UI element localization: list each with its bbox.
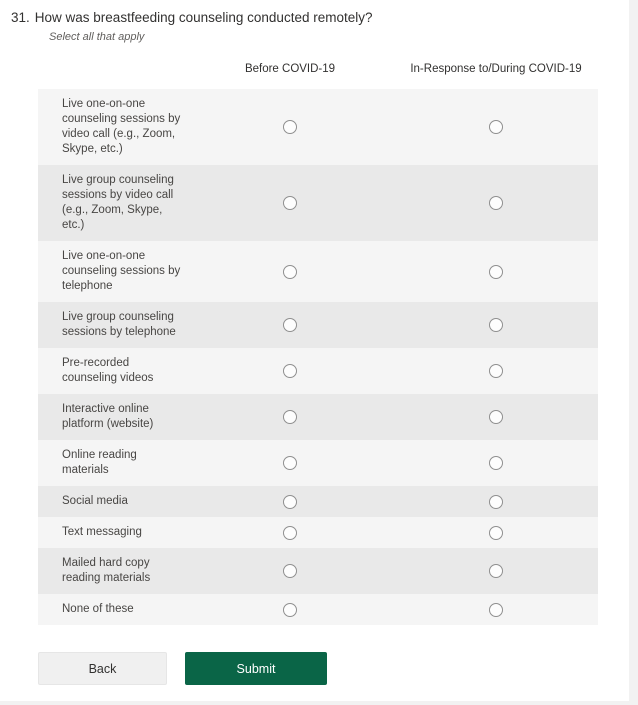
row-label-line: Social media: [62, 495, 128, 507]
row-label-line: sessions by telephone: [62, 326, 176, 338]
row-label: [38, 302, 186, 348]
row-label-line: Interactive online: [62, 403, 149, 415]
radio-during-covid[interactable]: [489, 196, 503, 210]
row-label-line: Text messaging: [62, 526, 142, 538]
radio-before-covid[interactable]: [283, 410, 297, 424]
row-label: [38, 241, 186, 302]
radio-before-covid[interactable]: [283, 603, 297, 617]
row-label: [38, 440, 186, 486]
radio-during-covid[interactable]: [489, 410, 503, 424]
radio-before-covid[interactable]: [283, 456, 297, 470]
row-label-line: platform (website): [62, 418, 154, 430]
radio-before-covid-cell[interactable]: [186, 394, 394, 440]
radio-before-covid-cell[interactable]: [186, 241, 394, 302]
radio-during-covid[interactable]: [489, 364, 503, 378]
row-label-line: materials: [62, 464, 109, 476]
table-row: [38, 241, 598, 302]
row-label-line: Live group counseling: [62, 311, 174, 323]
submit-button[interactable]: Submit: [185, 652, 327, 685]
table-row: [38, 517, 598, 548]
row-label-line: Live one-on-one: [62, 98, 146, 110]
radio-before-covid[interactable]: [283, 364, 297, 378]
radio-before-covid[interactable]: [283, 526, 297, 540]
radio-before-covid[interactable]: [283, 265, 297, 279]
row-label-line: counseling videos: [62, 372, 154, 384]
table-row: [38, 348, 598, 394]
table-row: [38, 548, 598, 594]
row-label-line: (e.g., Zoom, Skype, etc.): [62, 204, 163, 231]
row-label: [38, 594, 186, 625]
table-row: [38, 440, 598, 486]
row-label-line: telephone: [62, 280, 113, 292]
radio-during-covid-cell[interactable]: [394, 517, 598, 548]
radio-before-covid-cell[interactable]: [186, 348, 394, 394]
radio-before-covid-cell[interactable]: [186, 165, 394, 241]
row-label: [38, 89, 186, 165]
row-label: [38, 165, 186, 241]
radio-during-covid-cell[interactable]: [394, 89, 598, 165]
radio-before-covid[interactable]: [283, 564, 297, 578]
radio-before-covid-cell[interactable]: [186, 548, 394, 594]
table-header-row: [38, 63, 598, 75]
radio-during-covid[interactable]: [489, 120, 503, 134]
column-header-before-covid: Before COVID-19: [244, 63, 336, 75]
radio-during-covid-cell[interactable]: [394, 486, 598, 517]
radio-during-covid-cell[interactable]: [394, 302, 598, 348]
radio-before-covid[interactable]: [283, 120, 297, 134]
row-label-line: Mailed hard copy: [62, 557, 150, 569]
radio-before-covid[interactable]: [283, 495, 297, 509]
radio-before-covid-cell[interactable]: [186, 517, 394, 548]
table-row: [38, 486, 598, 517]
radio-before-covid-cell[interactable]: [186, 89, 394, 165]
row-label-line: Pre-recorded: [62, 357, 130, 369]
row-label: [38, 548, 186, 594]
row-label: [38, 517, 186, 548]
table-row: [38, 394, 598, 440]
row-label: [38, 486, 186, 517]
row-label: [38, 394, 186, 440]
radio-before-covid-cell[interactable]: [186, 302, 394, 348]
table-row: [38, 89, 598, 165]
row-label-line: Live group counseling: [62, 174, 174, 186]
radio-during-covid-cell[interactable]: [394, 241, 598, 302]
radio-before-covid-cell[interactable]: [186, 486, 394, 517]
form-navigation: [38, 652, 327, 685]
radio-during-covid-cell[interactable]: [394, 548, 598, 594]
table-row: [38, 302, 598, 348]
question-subtitle: Select all that apply: [49, 31, 145, 43]
table-row: [38, 594, 598, 625]
radio-during-covid-cell[interactable]: [394, 348, 598, 394]
question-number: 31.: [11, 10, 30, 25]
radio-during-covid-cell[interactable]: [394, 594, 598, 625]
radio-before-covid-cell[interactable]: [186, 594, 394, 625]
column-header-during-covid: In-Response to/During COVID-19: [410, 63, 582, 75]
row-label-line: None of these: [62, 603, 134, 615]
row-label-line: counseling sessions by: [62, 113, 181, 125]
radio-before-covid[interactable]: [283, 196, 297, 210]
row-label-line: sessions by video call: [62, 189, 174, 201]
question-text: How was breastfeeding counseling conducted remotely?: [34, 10, 373, 25]
row-label-line: Online reading: [62, 449, 137, 461]
radio-during-covid-cell[interactable]: [394, 440, 598, 486]
question-title: [11, 10, 372, 25]
row-label: [38, 348, 186, 394]
row-label-line: counseling sessions by: [62, 265, 181, 277]
radio-before-covid-cell[interactable]: [186, 440, 394, 486]
table-row: [38, 165, 598, 241]
radio-during-covid-cell[interactable]: [394, 394, 598, 440]
row-label-line: Live one-on-one: [62, 250, 146, 262]
row-label-line: reading materials: [62, 572, 151, 584]
options-table: [38, 89, 598, 625]
radio-during-covid[interactable]: [489, 456, 503, 470]
radio-before-covid[interactable]: [283, 318, 297, 332]
radio-during-covid[interactable]: [489, 265, 503, 279]
radio-during-covid[interactable]: [489, 495, 503, 509]
radio-during-covid[interactable]: [489, 603, 503, 617]
row-label-line: video call (e.g., Zoom,: [62, 128, 176, 140]
radio-during-covid[interactable]: [489, 564, 503, 578]
header-spacer: [38, 63, 186, 75]
row-label-line: Skype, etc.): [62, 143, 123, 155]
radio-during-covid-cell[interactable]: [394, 165, 598, 241]
back-button[interactable]: Back: [38, 652, 167, 685]
radio-during-covid[interactable]: [489, 318, 503, 332]
radio-during-covid[interactable]: [489, 526, 503, 540]
